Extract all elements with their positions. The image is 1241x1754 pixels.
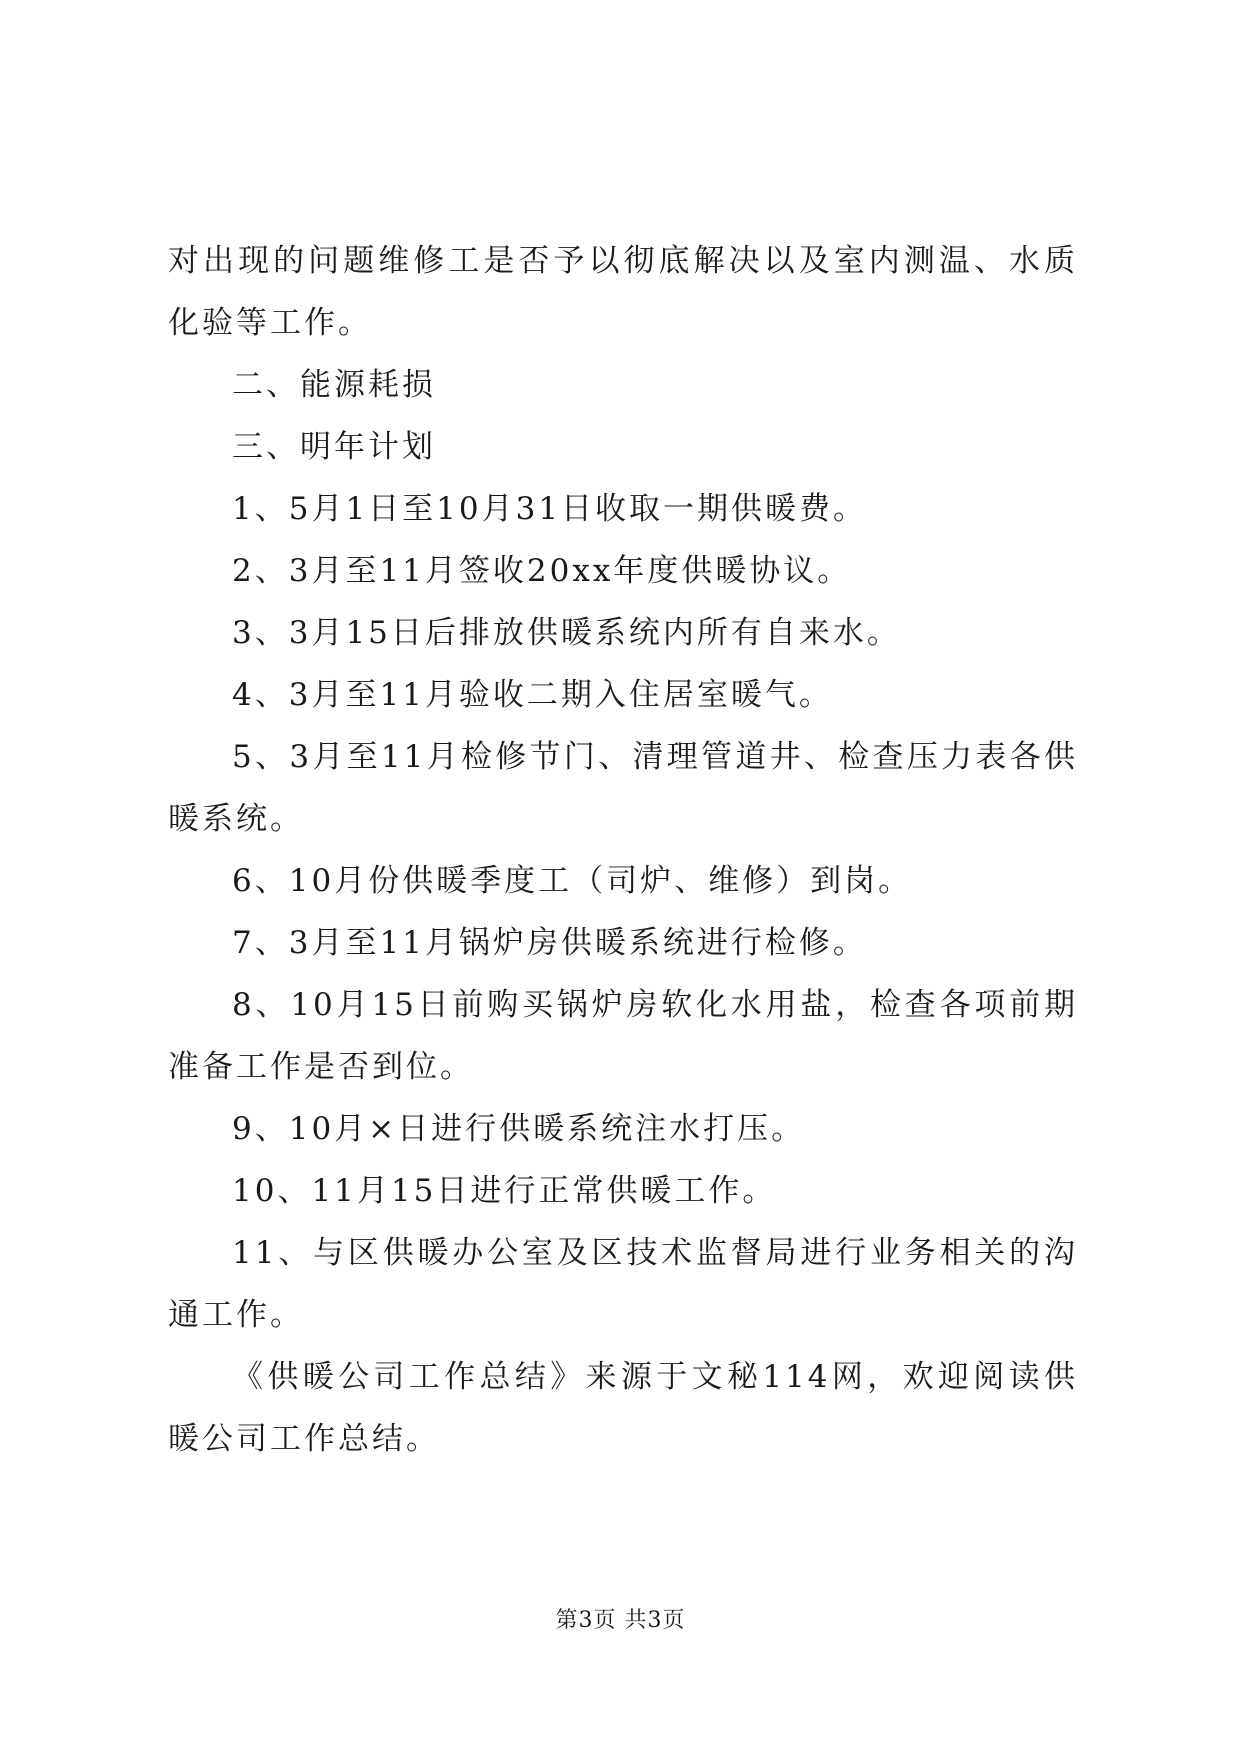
plan-item-2: 2、3月至11月签收20xx年度供暖协议。 [232,553,852,589]
page-footer-number: 第3页 共3页 [555,1608,686,1633]
plan-item-9: 9、10月×日进行供暖系统注水打压。 [232,1111,806,1147]
paragraph-continuation: 对出现的问题维修工是否予以彻底解决以及室内测温、水质化验等工作。 [168,243,1078,341]
plan-item-11: 11、与区供暖办公室及区技术监督局进行业务相关的沟通工作。 [168,1235,1078,1333]
plan-item-8: 8、10月15日前购买锅炉房软化水用盐，检查各项前期准备工作是否到位。 [168,987,1078,1085]
plan-item-5: 5、3月至11月检修节门、清理管道井、检查压力表各供暖系统。 [168,739,1078,837]
plan-item-4: 4、3月至11月验收二期入住居室暖气。 [232,677,833,713]
plan-item-7: 7、3月至11月锅炉房供暖系统进行检修。 [232,925,867,961]
plan-item-3: 3、3月15日后排放供暖系统内所有自来水。 [232,615,901,651]
section-heading-energy-loss: 二、能源耗损 [232,367,436,403]
plan-item-6: 6、10月份供暖季度工（司炉、维修）到岗。 [232,863,913,899]
document-body [168,230,1078,1470]
closing-source-note: 《供暖公司工作总结》来源于文秘114网，欢迎阅读供暖公司工作总结。 [168,1359,1078,1457]
section-heading-next-year-plan: 三、明年计划 [232,429,436,465]
plan-item-10: 10、11月15日进行正常供暖工作。 [232,1173,777,1209]
plan-item-1: 1、5月1日至10月31日收取一期供暖费。 [232,491,868,527]
